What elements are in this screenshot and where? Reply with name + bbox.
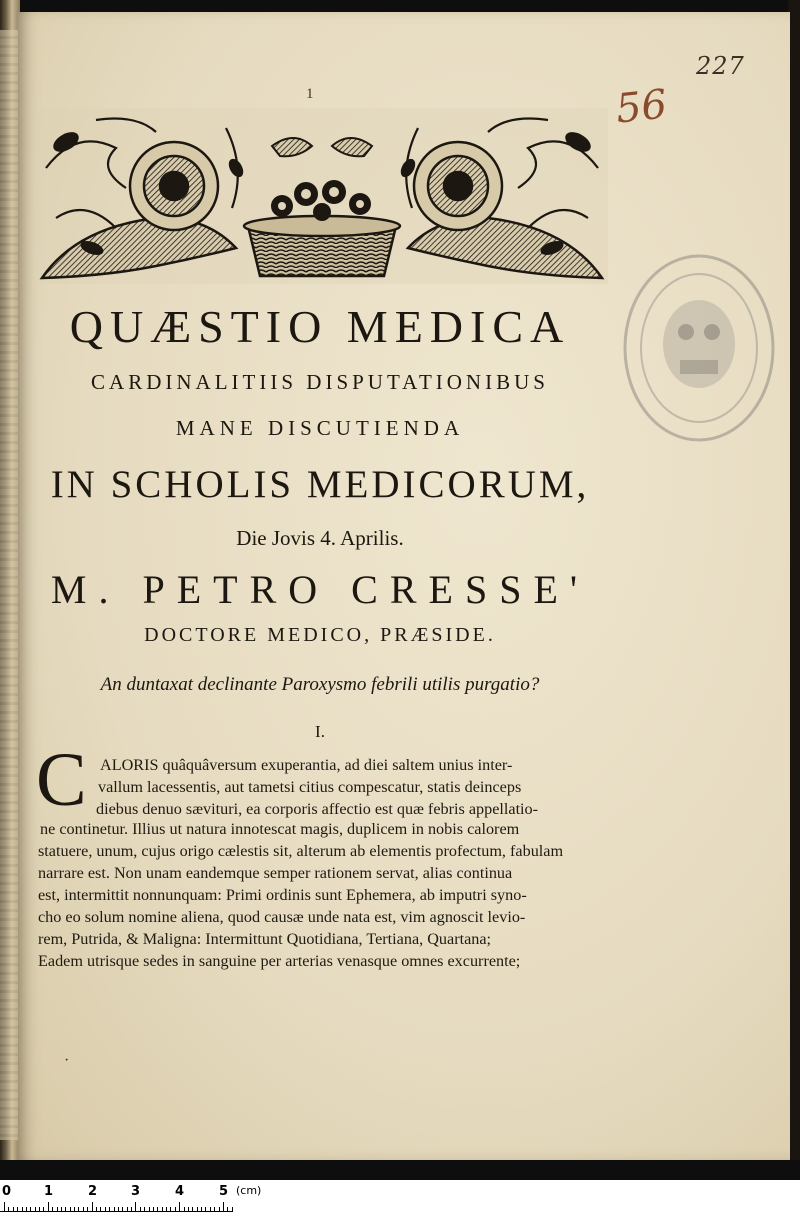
scale-number: 1: [44, 1184, 54, 1199]
scale-tick: [17, 1207, 18, 1212]
left-page-edges: [0, 30, 18, 1140]
folio-number-ink: 227: [696, 52, 745, 80]
scale-tick: [43, 1207, 44, 1212]
scale-tick: [114, 1207, 115, 1212]
scale-tick: [175, 1207, 176, 1212]
title-mane-discutienda: MANE DISCUTIENDA: [175, 416, 465, 440]
body-line: statuere, unum, cujus origo cælestis sit, alterum ab elementis profectum, fabulam: [38, 842, 564, 860]
disputation-date: Die Jovis 4. Aprilis.: [236, 526, 404, 550]
scale-number: 2: [88, 1184, 98, 1199]
scale-tick: [74, 1207, 75, 1212]
scale-tick: [39, 1207, 40, 1212]
body-line: Eadem utrisque sedes in sanguine per arterias venasque omnes excurrente;: [38, 952, 521, 970]
scale-tick: [140, 1207, 141, 1212]
scale-tick: [214, 1207, 215, 1212]
body-line: est, intermittit nonnunquam: Primi ordinis sunt Ephemera, ab imputri syno-: [38, 886, 527, 904]
scale-tick: [70, 1207, 71, 1212]
scale-tick: [61, 1207, 62, 1212]
scale-tick: [8, 1207, 9, 1212]
scale-tick: [192, 1207, 193, 1212]
scale-tick: [131, 1207, 132, 1212]
scale-tick: [30, 1207, 31, 1212]
scale-tick: [170, 1207, 171, 1212]
scale-tick: [57, 1207, 58, 1212]
scale-number: 0: [2, 1184, 12, 1199]
scale-tick: [52, 1207, 53, 1212]
scale-tick: [227, 1207, 228, 1212]
scale-tick: [35, 1207, 36, 1212]
scale-tick: [179, 1202, 180, 1212]
scale-tick: [157, 1207, 158, 1212]
scale-tick: [4, 1202, 5, 1212]
body-line: narrare est. Non unam eandemque semper rationem servat, alias continua: [38, 864, 513, 882]
woodcut-headpiece: [36, 108, 608, 284]
scale-tick: [48, 1202, 49, 1212]
scale-tick: [219, 1207, 220, 1212]
scale-tick: [210, 1207, 211, 1212]
scale-tick: [118, 1207, 119, 1212]
scale-tick: [205, 1207, 206, 1212]
body-line: ne continetur. Illius ut natura innotescat magis, duplicem in nobis calorem: [40, 820, 520, 838]
scale-tick: [166, 1207, 167, 1212]
scale-tick: [162, 1207, 163, 1212]
scale-tick: [87, 1207, 88, 1212]
scale-tick: [184, 1207, 185, 1212]
question-line: An duntaxat declinante Paroxysmo febrili utilis purgatio?: [100, 674, 540, 695]
praeses-name: M. PETRO CRESSE': [50, 567, 590, 612]
scale-tick: [135, 1202, 136, 1212]
scale-number: 3: [131, 1184, 141, 1199]
scale-tick: [13, 1207, 14, 1212]
scale-tick: [96, 1207, 97, 1212]
scale-tick: [105, 1207, 106, 1212]
scale-tick: [127, 1207, 128, 1212]
scale-tick: [92, 1202, 93, 1212]
scale-tick: [122, 1207, 123, 1212]
title-cardinalitiis: CARDINALITIIS DISPUTATIONIBUS: [91, 370, 549, 394]
scale-tick: [22, 1207, 23, 1212]
scale-tick: [109, 1207, 110, 1212]
signature-mark: 1: [306, 86, 314, 102]
scale-number: 4: [175, 1184, 185, 1199]
scale-tick: [78, 1207, 79, 1212]
body-line: cho eo solum nomine aliena, quod causæ unde nata est, vim agnoscit levio-: [38, 908, 526, 926]
library-stamp: [620, 248, 778, 448]
scale-tick: [65, 1207, 66, 1212]
drop-capital: C: [36, 738, 87, 822]
folio-number-ochre: 56: [613, 81, 670, 133]
body-line: rem, Putrida, & Maligna: Intermittunt Quotidiana, Tertiana, Quartana;: [38, 930, 492, 948]
body-line: vallum lacessentis, aut tametsi citius compescatur, statis deinceps: [98, 778, 522, 796]
scale-tick: [153, 1207, 154, 1212]
scale-tick: [144, 1207, 145, 1212]
scale-tick: [26, 1207, 27, 1212]
title-quaestio-medica: QUÆSTIO MEDICA: [69, 301, 571, 352]
scale-tick: [149, 1207, 150, 1212]
body-line: ALORIS quâquâversum exuperantia, ad diei saltem unius inter-: [100, 756, 513, 774]
scale-unit: (cm): [236, 1184, 262, 1197]
scale-tick: [83, 1207, 84, 1212]
scale-tick: [232, 1207, 233, 1212]
scale-tick: [188, 1207, 189, 1212]
scale-tick: [100, 1207, 101, 1212]
measurement-scale: [0, 1180, 800, 1219]
ink-speck: ·: [64, 1052, 70, 1069]
scale-tick: [223, 1202, 224, 1212]
scale-number: 5: [219, 1184, 229, 1199]
scale-tick: [201, 1207, 202, 1212]
body-line: diebus denuo sævituri, ea corporis affectio est quæ febris appellatio-: [96, 800, 539, 818]
title-in-scholis: IN SCHOLIS MEDICORUM,: [50, 463, 590, 506]
scale-tick: [197, 1207, 198, 1212]
section-number: I.: [315, 722, 325, 741]
praeses-role: DOCTORE MEDICO, PRÆSIDE.: [144, 624, 496, 646]
